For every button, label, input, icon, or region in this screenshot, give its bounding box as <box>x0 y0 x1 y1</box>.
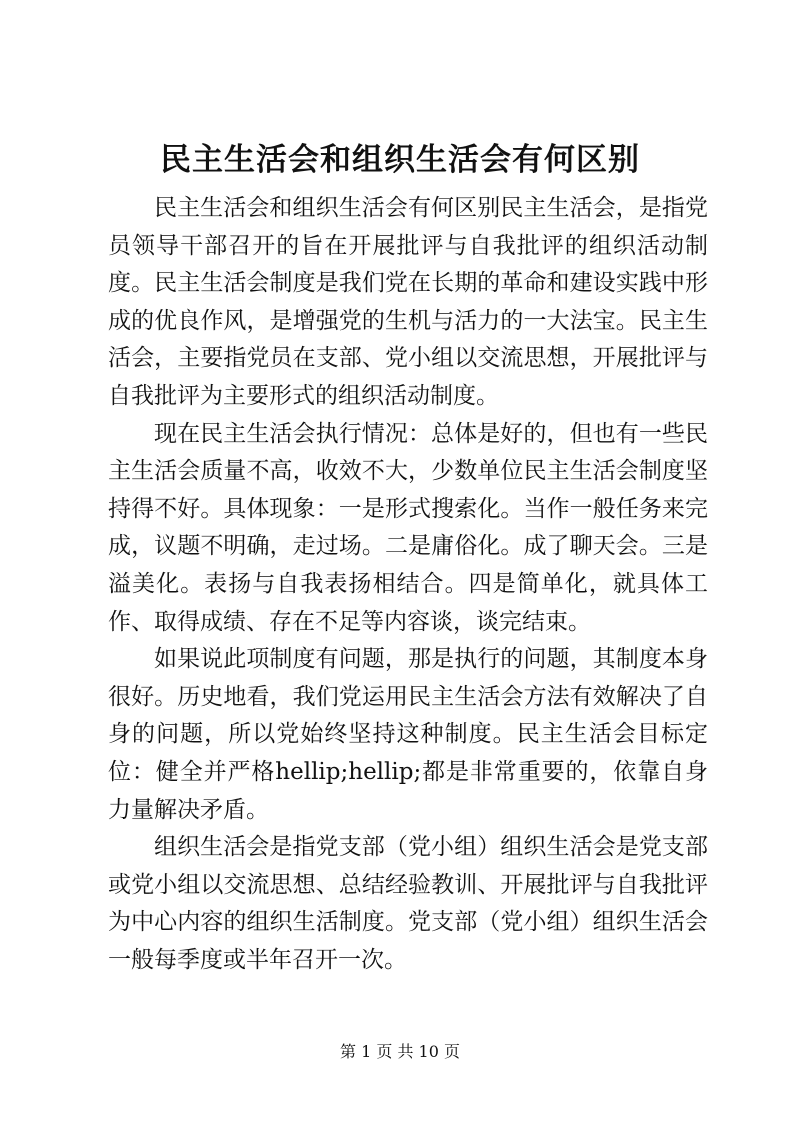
paragraph-4: 组织生活会是指党支部（党小组）组织生活会是党支部或党小组以交流思想、总结经验教训、开展批评与自我批评为中心内容的组织生活制度。党支部（党小组）组织生活会一般每季度或半年召开一次。 <box>108 834 708 973</box>
paragraph-3: 如果说此项制度有问题，那是执行的问题，其制度本身很好。历史地看，我们党运用民主生活会方法有效解决了自身的问题，所以党始终坚持这种制度。民主生活会目标定位：健全并严格hellip;hellip;都是非常重要的，依靠自身力量解决矛盾。 <box>108 646 708 823</box>
paragraph-1: 民主生活会和组织生活会有何区别民主生活会，是指党员领导干部召开的旨在开展批评与自我批评的组织活动制度。民主生活会制度是我们党在长期的革命和建设实践中形成的优良作风，是增强党的生机与活力的一大法宝。民主生活会，主要指党员在支部、党小组以交流思想，开展批评与自我批评为主要形式的组织活动制度。 <box>108 195 708 409</box>
page-number-footer: 第 1 页 共 10 页 <box>340 1042 460 1061</box>
paragraph-2: 现在民主生活会执行情况：总体是好的，但也有一些民主生活会质量不高，收效不大，少数单位民主生活会制度坚持得不好。具体现象：一是形式搜索化。当作一般任务来完成，议题不明确，走过场。二是庸俗化。成了聊天会。三是溢美化。表扬与自我表扬相结合。四是简单化，就具体工作、取得成绩、存在不足等内容谈，谈完结束。 <box>108 420 708 635</box>
document-title: 民主生活会和组织生活会有何区别 <box>160 142 640 178</box>
document-body <box>108 190 708 979</box>
